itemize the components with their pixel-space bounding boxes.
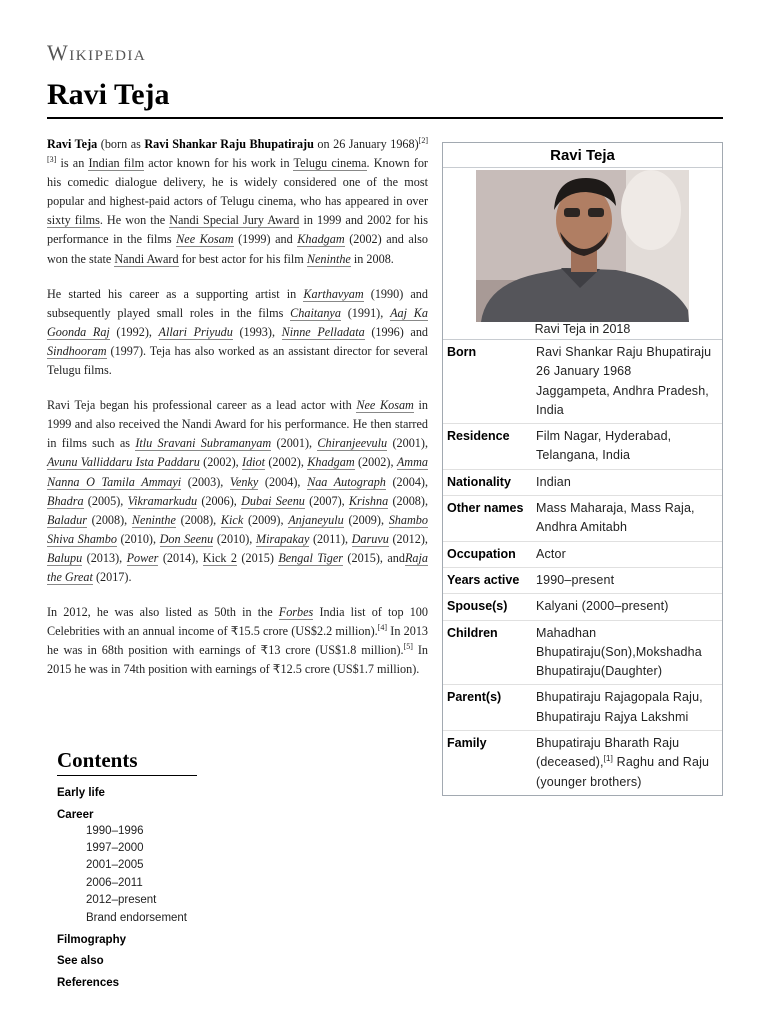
infobox-label: Spouse(s) bbox=[447, 599, 508, 614]
infobox-label: Other names bbox=[447, 501, 524, 516]
toc-item-see-also[interactable]: See also bbox=[57, 955, 104, 968]
infobox-row bbox=[443, 424, 722, 470]
infobox-row bbox=[443, 594, 722, 620]
link-film[interactable]: Neninthe bbox=[131, 512, 176, 527]
link-film[interactable]: Naa Autograph bbox=[307, 474, 386, 489]
infobox-row bbox=[443, 470, 722, 496]
infobox-value: 1990–present bbox=[536, 572, 615, 587]
subject-name: Ravi Teja bbox=[47, 137, 98, 151]
link-film[interactable]: Neninthe bbox=[306, 251, 351, 266]
infobox-caption: Ravi Teja in 2018 bbox=[534, 322, 631, 336]
link-film[interactable]: Vikramarkudu bbox=[127, 493, 198, 508]
toc-subitem[interactable]: 2012–present bbox=[86, 894, 157, 907]
link-film[interactable]: Nee Kosam bbox=[176, 232, 234, 247]
toc-item-career[interactable]: Career bbox=[57, 808, 94, 821]
infobox-value: Kalyani (2000–present) bbox=[536, 599, 669, 614]
link-nandi-award[interactable]: Nandi Award bbox=[114, 251, 179, 266]
link-film[interactable]: Dubai Seenu bbox=[241, 493, 305, 508]
birth-name: Ravi Shankar Raju Bhupatiraju bbox=[144, 137, 314, 151]
toc-subitem[interactable]: 2001–2005 bbox=[86, 859, 144, 872]
infobox-label: Years active bbox=[447, 572, 520, 587]
toc-subitem[interactable]: Brand endorsement bbox=[86, 911, 188, 924]
infobox-title: Ravi Teja bbox=[443, 143, 722, 168]
infobox-row bbox=[443, 542, 722, 568]
toc-list bbox=[57, 785, 357, 991]
link-film[interactable]: Kick bbox=[220, 512, 244, 527]
infobox-row bbox=[443, 496, 722, 542]
infobox-label: Occupation bbox=[447, 546, 516, 561]
toc-item-filmography[interactable]: Filmography bbox=[57, 933, 127, 946]
link-film[interactable]: Khadgam bbox=[297, 232, 345, 247]
citation-link[interactable]: [1] bbox=[603, 754, 614, 764]
link-film[interactable]: Don Seenu bbox=[159, 531, 214, 546]
infobox-value: Film Nagar, Hyderabad, Telangana, India bbox=[536, 429, 672, 463]
link-film[interactable]: Venky bbox=[229, 474, 259, 489]
citation-link[interactable]: [4] bbox=[377, 623, 388, 633]
infobox-label: Family bbox=[447, 736, 487, 751]
toc-title: Contents bbox=[57, 748, 197, 776]
link-film[interactable]: Idiot bbox=[242, 455, 266, 470]
infobox-rows bbox=[443, 340, 722, 795]
infobox-image-cell bbox=[443, 168, 722, 340]
link-film[interactable]: Chaitanya bbox=[290, 305, 341, 320]
table-of-contents bbox=[57, 748, 357, 996]
link-film[interactable]: Daruvu bbox=[351, 531, 389, 546]
link-film[interactable]: Baladur bbox=[47, 512, 87, 527]
title-rule bbox=[47, 117, 723, 119]
link-film[interactable]: Avunu Valliddaru Ista Paddaru bbox=[47, 455, 200, 470]
toc-item-references[interactable]: References bbox=[57, 976, 120, 989]
link-film[interactable]: Nee Kosam bbox=[356, 398, 414, 413]
link-forbes[interactable]: Forbes bbox=[278, 605, 314, 620]
paragraph-intro: Ravi Teja (born as Ravi Shankar Raju Bhupatiraju on 26 January 1968)[2][3] is an Indian film actor known for his work in Telugu cinema. Known for his comedic dialogue delivery, he is widely considered one of the most popular and highest-paid actors of Telugu cinema, who has appeared in over sixty films. He won the Nandi Special Jury Award in 1999 and 2002 for his performance in the films Nee Kosam (1999) and Khadgam (2002) and also won the state Nandi Award for best actor for his film Neninthe in 2008. bbox=[47, 135, 429, 266]
link-telugu-cinema[interactable]: Telugu cinema bbox=[293, 156, 367, 171]
infobox-value: Ravi Shankar Raju Bhupatiraju 26 January 1968 Jaggampeta, Andhra Pradesh, India bbox=[536, 345, 712, 417]
link-film[interactable]: Ninne Pelladata bbox=[281, 324, 365, 339]
link-film[interactable]: Krishna bbox=[348, 493, 389, 508]
infobox-label: Children bbox=[447, 625, 498, 640]
link-film[interactable]: Amma Nanna O Tamila Ammayi bbox=[47, 455, 428, 489]
link-film[interactable]: Karthavyam bbox=[303, 286, 364, 301]
infobox-label: Nationality bbox=[447, 474, 511, 489]
infobox-label: Parent(s) bbox=[447, 690, 502, 705]
toc-sublist-career bbox=[86, 823, 357, 927]
paragraph-forbes: In 2012, he was also listed as 50th in the Forbes India list of top 100 Celebrities with an annual income of ₹15.5 crore (US$2.2 million).[4] In 2013 he was in 68th position with earnings of ₹13 crore (US$1.8 million).[5] In 2015 he was in 74th position with earnings of ₹12.5 crore (US$1.7 million). bbox=[47, 605, 429, 677]
infobox-row bbox=[443, 685, 722, 731]
infobox-value: Bhupatiraju Bharath Raju (deceased),[1] Raghu and Raju (younger brothers) bbox=[536, 736, 710, 789]
infobox-value: Bhupatiraju Rajagopala Raju, Bhupatiraju Rajya Lakshmi bbox=[536, 690, 703, 724]
paragraph-lead-career: Ravi Teja began his professional career as a lead actor with Nee Kosam in 1999 and also received the Nandi Award for his performance. He then starred in films such as Itlu Sravani Subramanyam (2001), Chiranjeevulu (2001), Avunu Valliddaru Ista Paddaru (2002), Idiot (2002), Khadgam (2002), Amma Nanna O Tamila Ammayi (2003), Venky (2004), Naa Autograph (2004), Bhadra (2005), Vikramarkudu (2006), Dubai Seenu (2007), Krishna (2008), Baladur (2008), Neninthe (2008), Kick (2009), Anjaneyulu (2009), Shambo Shiva Shambo (2010), Don Seenu (2010), Mirapakay (2011), Daruvu (2012), Balupu (2013), Power (2014), Kick 2 (2015) Bengal Tiger (2015), andRaja the Great (2017). bbox=[47, 398, 429, 584]
article-body bbox=[47, 135, 428, 695]
toc-subitem[interactable]: 1990–1996 bbox=[86, 824, 144, 837]
infobox-row-family bbox=[443, 731, 722, 795]
infobox-row bbox=[443, 340, 722, 424]
portrait-photo[interactable] bbox=[476, 170, 689, 322]
link-film[interactable]: Mirapakay bbox=[255, 531, 310, 546]
link-film[interactable]: Bhadra bbox=[47, 493, 84, 508]
link-film[interactable]: Aaj Ka Goonda Raj bbox=[47, 305, 428, 339]
link-film[interactable]: Sindhooram bbox=[47, 343, 107, 358]
page-title: Ravi Teja bbox=[47, 78, 170, 111]
wikipedia-wordmark[interactable]: Wikipedia bbox=[47, 40, 147, 65]
link-film[interactable]: Chiranjeevulu bbox=[317, 436, 388, 451]
toc-subitem[interactable]: 1997–2000 bbox=[86, 841, 144, 854]
infobox-row bbox=[443, 621, 722, 686]
link-film[interactable]: Shambo Shiva Shambo bbox=[47, 512, 428, 546]
link-film[interactable]: Allari Priyudu bbox=[158, 324, 233, 339]
infobox-label: Born bbox=[447, 345, 477, 359]
infobox-value: Indian bbox=[536, 474, 571, 489]
toc-item-early-life[interactable]: Early life bbox=[57, 787, 105, 799]
link-film[interactable]: Khadgam bbox=[307, 455, 355, 470]
link-nandi-special-jury-award[interactable]: Nandi Special Jury Award bbox=[169, 213, 300, 228]
infobox-value: Mahadhan Bhupatiraju(Son),Mokshadha Bhupatiraju(Daughter) bbox=[536, 625, 702, 679]
link-indian-film[interactable]: Indian film bbox=[88, 156, 145, 171]
citation-link[interactable]: [5] bbox=[403, 642, 413, 652]
link-film[interactable]: Itlu Sravani Subramanyam bbox=[135, 436, 272, 451]
infobox-value: Mass Maharaja, Mass Raja, Andhra Amitabh bbox=[536, 501, 695, 535]
link-sixty-films[interactable]: sixty films bbox=[47, 213, 100, 228]
infobox-row bbox=[443, 568, 722, 594]
toc-subitem[interactable]: 2006–2011 bbox=[86, 876, 143, 889]
link-film[interactable]: Bengal Tiger bbox=[278, 550, 343, 565]
link-film[interactable]: Kick 2 bbox=[202, 550, 237, 565]
link-film[interactable]: Raja the Great bbox=[47, 550, 428, 584]
citation-link[interactable]: [2][3] bbox=[47, 135, 428, 165]
portrait-illustration bbox=[476, 170, 689, 322]
infobox-label: Residence bbox=[447, 429, 510, 444]
infobox-value: Actor bbox=[536, 546, 566, 561]
link-film[interactable]: Anjaneyulu bbox=[288, 512, 344, 527]
infobox bbox=[442, 142, 723, 796]
link-film[interactable]: Balupu bbox=[47, 550, 83, 565]
paragraph-early-career: He started his career as a supporting artist in Karthavyam (1990) and subsequently played small roles in the films Chaitanya (1991), Aaj Ka Goonda Raj (1992), Allari Priyudu (1993), Ninne Pelladata (1996) and Sindhooram (1997). Teja has also worked as an assistant director for several Telugu films. bbox=[47, 286, 429, 378]
link-film[interactable]: Power bbox=[126, 550, 159, 565]
